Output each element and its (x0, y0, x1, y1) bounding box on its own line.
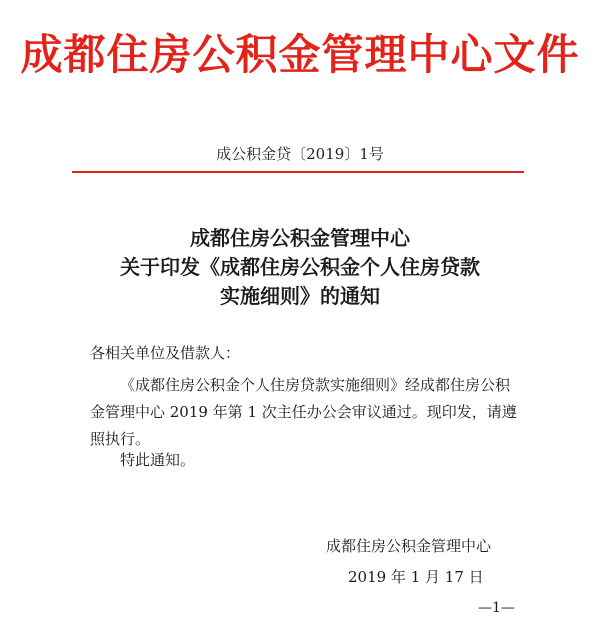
red-divider-line (72, 171, 524, 173)
paragraph-line-1: 《成都住房公积金个人住房贷款实施细则》经成都住房公积 (120, 376, 511, 394)
issuer-signature: 成都住房公积金管理中心 (326, 537, 492, 555)
issue-date: 2019 年 1 月 17 日 (348, 568, 484, 586)
paragraph-line-2: 金管理中心 2019 年第 1 次主任办公会审议通过。现印发，请遵 (90, 403, 517, 421)
title-line-1: 成都住房公积金管理中心 (190, 226, 410, 250)
page-number: —1— (478, 600, 515, 616)
document-title (60, 224, 540, 311)
masthead-title: 成都住房公积金管理中心文件 (20, 30, 580, 79)
body-paragraph (90, 372, 522, 453)
closing-remark: 特此通知。 (120, 451, 196, 469)
title-line-3: 实施细则》的通知 (220, 284, 380, 308)
title-line-2: 关于印发《成都住房公积金个人住房贷款 (120, 255, 480, 279)
paragraph-line-3: 照执行。 (90, 430, 151, 448)
salutation: 各相关单位及借款人： (90, 344, 241, 362)
document-number: 成公积金贷〔2019〕1号 (216, 145, 384, 163)
